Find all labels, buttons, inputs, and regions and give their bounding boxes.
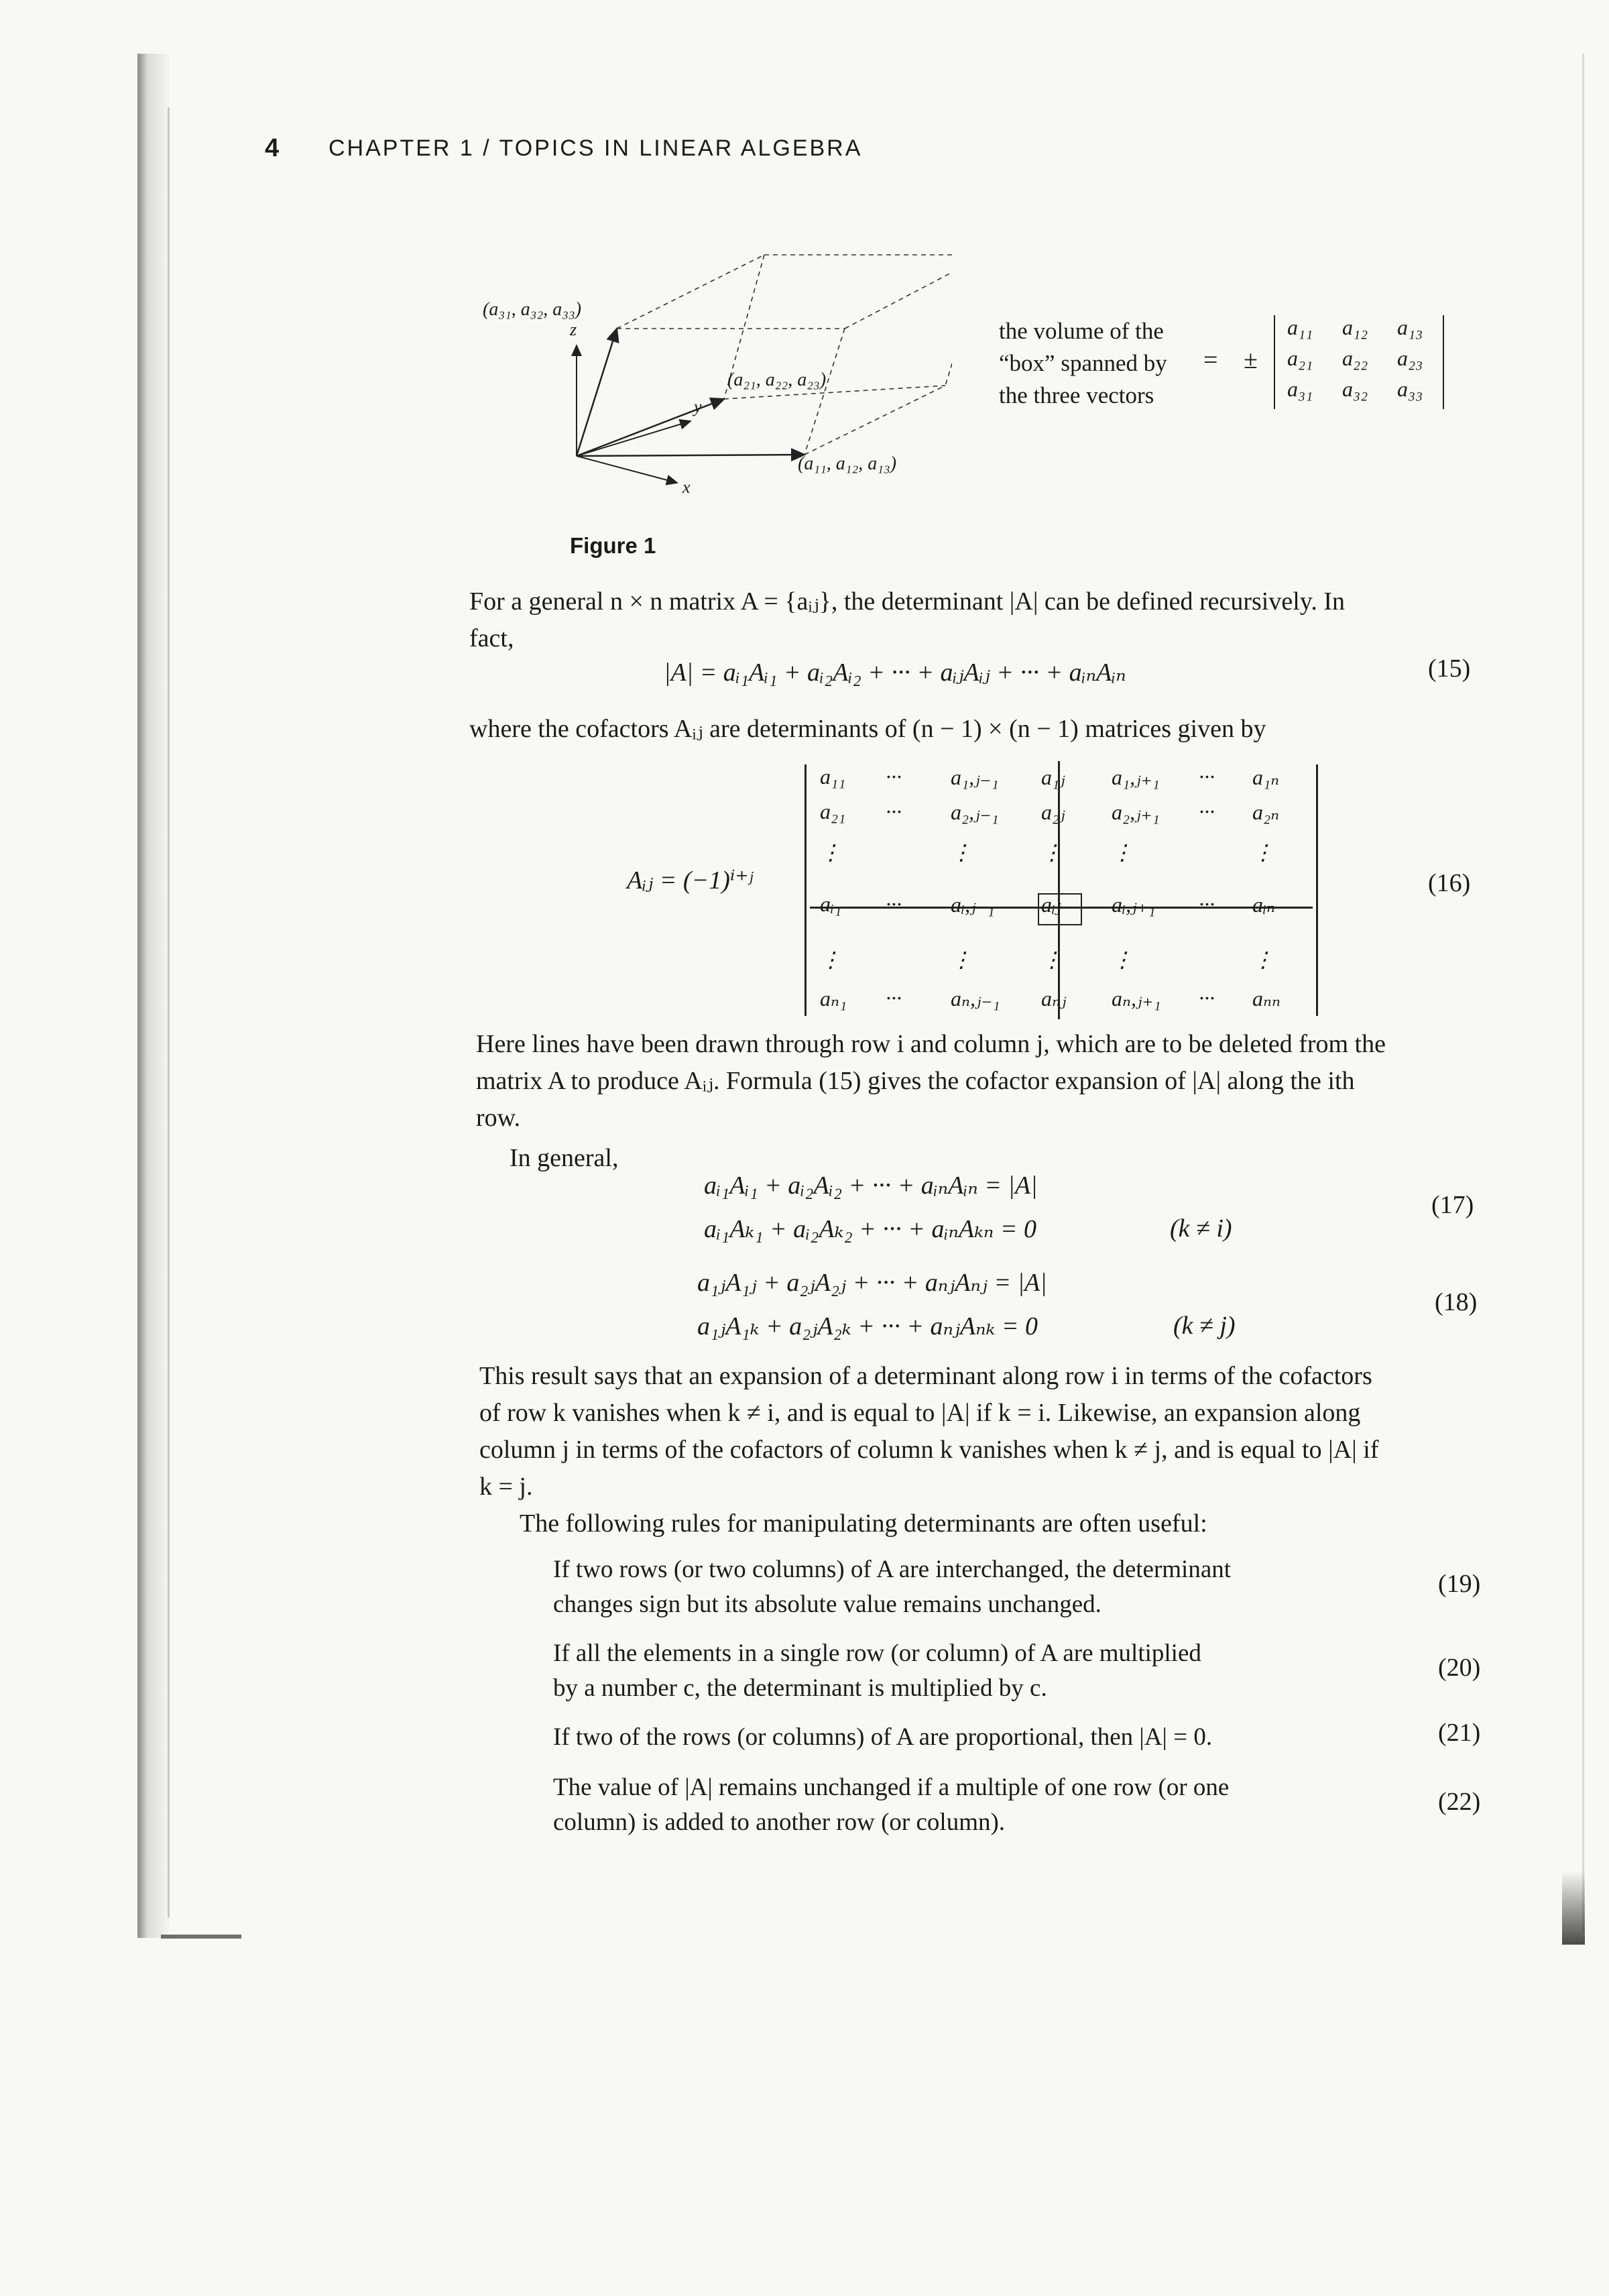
cofactor-matrix-cell: a₂ₙ	[1252, 800, 1280, 824]
det-cell: a₁₁	[1287, 315, 1313, 339]
figure-caption: Figure 1	[570, 533, 656, 558]
lines-paragraph: matrix A to produce Aᵢⱼ. Formula (15) gives the cofactor expansion of |A| along the ith	[476, 1067, 1355, 1095]
running-head: CHAPTER 1 / TOPICS IN LINEAR ALGEBRA	[329, 135, 863, 161]
cofactor-matrix-cell: aᵢₙ	[1252, 893, 1276, 917]
scan-edge-line	[168, 107, 170, 1918]
cofactor-matrix-cell: a₂,ⱼ₊₁	[1112, 800, 1160, 824]
equation-17b-condition: (k ≠ i)	[1170, 1214, 1232, 1243]
cofactor-matrix-cell: aᵢⱼ	[1041, 893, 1061, 917]
in-general: In general,	[510, 1144, 619, 1172]
cofactor-matrix-cell: ···	[1199, 764, 1215, 789]
cofactor-matrix-cell: aₙₙ	[1252, 986, 1280, 1011]
rule-line: changes sign but its absolute value remains unchanged.	[553, 1591, 1101, 1618]
cofactor-matrix-cell: a₁,ⱼ₋₁	[951, 765, 999, 789]
det-cell: a₂₁	[1287, 346, 1313, 370]
cofactor-matrix-cell: aₙ₁	[820, 986, 847, 1011]
cofactor-matrix-cell: ⋮	[951, 840, 972, 864]
scan-right-edge	[1582, 54, 1584, 1931]
volume-line: the volume of the	[999, 318, 1164, 344]
rule-20	[553, 1636, 1358, 1706]
lines-paragraph: Here lines have been drawn through row i and column j, which are to be deleted from the	[476, 1030, 1386, 1058]
det-cell: a₁₂	[1342, 315, 1368, 339]
cofactor-matrix-cell: ···	[886, 986, 902, 1010]
det-cell: a₃₃	[1397, 377, 1423, 401]
lines-paragraph: row.	[476, 1104, 521, 1132]
result-paragraph: This result says that an expansion of a determinant along row i in terms of the cofactors	[479, 1362, 1372, 1390]
cofactor-matrix-cell: aᵢ,ⱼ₋₁	[951, 893, 995, 917]
det-cell: a₁₃	[1397, 315, 1423, 339]
rule-21: If two of the rows (or columns) of A are proportional, then |A| = 0.	[553, 1723, 1213, 1751]
result-paragraph: column j in terms of the cofactors of column k vanishes when k ≠ j, and is equal to |A| if	[479, 1436, 1379, 1464]
equation-number: (15)	[1428, 654, 1471, 683]
rule-line: column) is added to another row (or column).	[553, 1809, 1006, 1836]
cofactor-matrix-cell: a₂₁	[820, 799, 846, 823]
figure-1-box-diagram	[469, 241, 952, 510]
cofactor-matrix-cell: ···	[886, 892, 902, 916]
rule-line: by a number c, the determinant is multiplied by c.	[553, 1674, 1047, 1702]
label-a2: (a₂₁, a₂₂, a₂₃)	[727, 369, 827, 390]
equation-number: (17)	[1431, 1191, 1474, 1219]
equation-17a: aᵢ₁Aᵢ₁ + aᵢ₂Aᵢ₂ + ··· + aᵢₙAᵢₙ = |A|	[704, 1171, 1038, 1200]
label-z: z	[570, 320, 577, 339]
cofactor-matrix-cell: ⋮	[820, 948, 841, 972]
cofactor-matrix-cell: a₁ⱼ	[1041, 765, 1065, 789]
result-paragraph: k = j.	[479, 1473, 533, 1501]
equation-number: (18)	[1435, 1288, 1478, 1316]
equation-17b: aᵢ₁Aₖ₁ + aᵢ₂Aₖ₂ + ··· + aᵢₙAₖₙ = 0	[704, 1215, 1036, 1243]
plus-minus-sign: ±	[1244, 346, 1258, 374]
cofactor-matrix-cell: a₂,ⱼ₋₁	[951, 800, 999, 824]
equation-18b: a₁ⱼA₁ₖ + a₂ⱼA₂ₖ + ··· + aₙⱼAₙₖ = 0	[697, 1312, 1038, 1340]
scan-binding-shadow	[137, 54, 171, 1938]
cofactor-matrix-cell: ⋮	[951, 948, 972, 972]
cofactor-matrix-cell: ···	[886, 799, 902, 823]
cofactor-matrix-cell: aᵢ₁	[820, 892, 842, 916]
result-paragraph: of row k vanishes when k ≠ i, and is equal to |A| if k = i. Likewise, an expansion along	[479, 1399, 1361, 1427]
scan-right-mark	[1562, 1871, 1585, 1945]
label-a1: (a₁₁, a₁₂, a₁₃)	[798, 453, 897, 474]
cofactor-matrix-cell: ⋮	[1252, 840, 1274, 864]
cofactor-matrix-cell: ⋮	[820, 840, 841, 864]
equals-sign: =	[1203, 346, 1218, 374]
equation-number: (22)	[1438, 1788, 1481, 1816]
scan-bottom-mark	[161, 1935, 241, 1939]
volume-description	[999, 315, 1167, 412]
det-cell: a₃₂	[1342, 377, 1368, 401]
label-x: x	[682, 477, 691, 497]
equation-number: (16)	[1428, 869, 1471, 897]
cofactor-matrix-cell: ···	[1199, 799, 1215, 823]
cofactor-line: where the cofactors Aᵢⱼ are determinants of (n − 1) × (n − 1) matrices given by	[469, 715, 1266, 743]
det-cell: a₂₃	[1397, 346, 1423, 370]
cofactor-matrix	[804, 764, 1318, 1016]
cofactor-matrix-cell: ⋮	[1112, 840, 1133, 864]
cofactor-matrix-cell: ⋮	[1252, 948, 1274, 972]
rule-line: If all the elements in a single row (or column) of A are multiplied	[553, 1640, 1201, 1667]
cofactor-matrix-cell: aₙⱼ	[1041, 986, 1067, 1011]
cofactor-matrix-cell: ···	[886, 764, 902, 789]
det-cell: a₂₂	[1342, 346, 1368, 370]
intro-line: fact,	[469, 624, 514, 652]
cofactor-matrix-cell: a₁,ⱼ₊₁	[1112, 765, 1160, 789]
equation-number: (21)	[1438, 1719, 1481, 1747]
equation-18b-condition: (k ≠ j)	[1173, 1312, 1236, 1340]
rules-intro: The following rules for manipulating determinants are often useful:	[520, 1509, 1207, 1538]
det-cell: a₃₁	[1287, 377, 1313, 401]
equation-15: |A| = aᵢ₁Aᵢ₁ + aᵢ₂Aᵢ₂ + ··· + aᵢⱼAᵢⱼ + ··· + aᵢₙAᵢₙ	[664, 658, 1126, 687]
intro-line: For a general n × n matrix A = {aᵢⱼ}, the determinant |A| can be defined recursively. In	[469, 587, 1345, 616]
cofactor-matrix-cell: aᵢ,ⱼ₊₁	[1112, 893, 1156, 917]
cofactor-matrix-cell: ···	[1199, 986, 1215, 1010]
rule-line: If two rows (or two columns) of A are interchanged, the determinant	[553, 1556, 1232, 1583]
rule-22	[553, 1770, 1358, 1840]
volume-line: the three vectors	[999, 382, 1154, 408]
cofactor-matrix-cell: ⋮	[1041, 840, 1063, 864]
page-number: 4	[265, 134, 280, 162]
rule-line: The value of |A| remains unchanged if a multiple of one row (or one	[553, 1774, 1230, 1801]
equation-number: (19)	[1438, 1570, 1481, 1598]
label-y: y	[694, 397, 702, 416]
volume-line: “box” spanned by	[999, 350, 1167, 376]
cofactor-matrix-cell: aₙ,ⱼ₋₁	[951, 986, 1000, 1011]
cofactor-matrix-cell: ⋮	[1112, 948, 1133, 972]
label-a3: (a₃₁, a₃₂, a₃₃)	[483, 299, 582, 320]
determinant-3x3	[1274, 315, 1444, 409]
equation-18a: a₁ⱼA₁ⱼ + a₂ⱼA₂ⱼ + ··· + aₙⱼAₙⱼ = |A|	[697, 1269, 1047, 1297]
rule-19	[553, 1552, 1358, 1622]
equation-16-lhs: Aᵢⱼ = (−1)ⁱ⁺ʲ	[627, 866, 753, 895]
cofactor-matrix-cell: a₁₁	[820, 764, 846, 789]
cofactor-matrix-cell: ···	[1199, 892, 1215, 916]
cofactor-matrix-cell: a₂ⱼ	[1041, 800, 1065, 824]
equation-number: (20)	[1438, 1654, 1481, 1682]
cofactor-matrix-cell: ⋮	[1041, 948, 1063, 972]
cofactor-matrix-cell: a₁ₙ	[1252, 765, 1280, 789]
cofactor-matrix-cell: aₙ,ⱼ₊₁	[1112, 986, 1161, 1011]
